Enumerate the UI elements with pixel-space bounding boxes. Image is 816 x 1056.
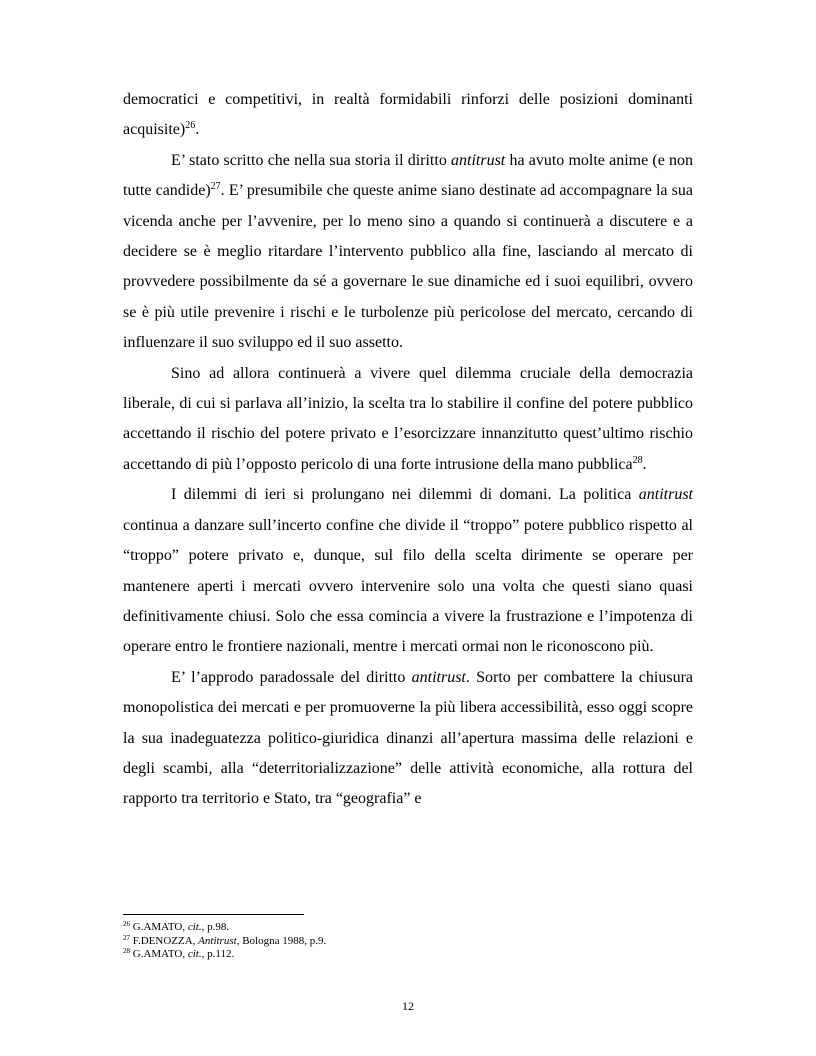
text-run: . E’ presumibile che queste anime siano destinate ad accompagnare la sua vicenda anche per l’avvenire, per lo meno sino a quando si continuerà a discutere e a decidere se è meglio ritardare l’intervento pubblico alla fine, lasciando al mercato di provvedere possibilmente da sé a governare le sue dinamiche ed i suoi equilibri, ovvero se è più utile prevenire i rischi e le turbolenze più pericolose del mercato, cercando di influenzare il suo sviluppo ed il suo assetto.	[123, 182, 694, 352]
text-run: I dilemmi di ieri si prolungano nei dilemmi di domani. La politica	[171, 486, 639, 504]
page-body	[123, 85, 693, 815]
text-run: G.AMATO,	[130, 948, 188, 960]
text-run: continua a danzare sull’incerto confine che divide il “troppo” potere pubblico rispetto al “troppo” potere privato e, dunque, sul filo della scelta dirimente se operare per mantenere aperti i mercati ovvero intervenire solo una volta che questi siano quasi definitivamente chiusi. Solo che essa comincia a vivere la frustrazione e l’impotenza di operare entro le frontiere nazionali, mentre i mercati ormai non le riconoscono più.	[123, 516, 693, 656]
footnote-number: 26	[123, 920, 130, 928]
footnote-26	[123, 921, 693, 935]
text-run: .	[195, 121, 200, 139]
text-run: . Sorto per combattere la chiusura monopolistica dei mercati e per promuoverne la più libera accessibilità, esso oggi scopre la sua inadeguatezza politico-giuridica dinanzi all’apertura massima delle relazioni e degli scambi, alla “deterritorializzazione” delle attività economiche, alla rottura del rapporto tra territorio e Stato, tra “geografia” e	[123, 668, 694, 808]
text-run: Sino ad allora continuerà a vivere quel dilemma cruciale della democrazia liberale, di cui si parlava all’inizio, la scelta tra lo stabilire il confine del potere pubblico accettando il rischio del potere privato e l’esorcizzare innanzitutto quest’ultimo rischio accettando di più l’opposto pericolo di una forte intrusione della mano pubblica	[123, 364, 693, 473]
footnote-ref: 26	[185, 120, 196, 132]
text-run: E’ stato scritto che nella sua storia il diritto	[171, 151, 452, 169]
page-number: 12	[402, 999, 414, 1013]
paragraph-2	[123, 146, 693, 359]
footnote-27	[123, 935, 693, 949]
text-run: E’ l’approdo paradossale del diritto	[171, 668, 412, 686]
paragraph-5	[123, 663, 693, 815]
text-run: G.AMATO,	[130, 921, 188, 933]
footnote-ref: 28	[632, 454, 643, 466]
paragraph-1	[123, 85, 693, 146]
text-run: .	[642, 455, 647, 473]
text-run: democratici e competitivi, in realtà formidabili rinforzi delle posizioni dominanti acquisite)	[123, 91, 693, 139]
footnote-number: 27	[123, 933, 130, 942]
italic-text: antitrust	[451, 151, 506, 169]
text-run: F.DENOZZA,	[130, 934, 199, 947]
text-run: , p.112.	[201, 948, 235, 960]
footnote-separator	[123, 914, 304, 915]
footnote-number: 28	[123, 947, 130, 955]
footnote-28	[123, 948, 693, 962]
text-run: , p.98.	[201, 921, 230, 933]
paragraph-3	[123, 359, 693, 481]
text-run: ha avuto molte anime (e non tutte candide)	[123, 151, 694, 200]
text-run: , Bologna 1988, p.9.	[236, 934, 327, 947]
italic-text: Antitrust	[198, 934, 237, 947]
footnote-ref: 27	[210, 181, 221, 193]
footnotes	[123, 914, 693, 962]
paragraph-4	[123, 480, 693, 662]
italic-text: cit.	[187, 948, 202, 960]
italic-text: cit.	[187, 921, 202, 933]
italic-text: antitrust	[411, 668, 466, 686]
italic-text: antitrust	[638, 486, 693, 504]
